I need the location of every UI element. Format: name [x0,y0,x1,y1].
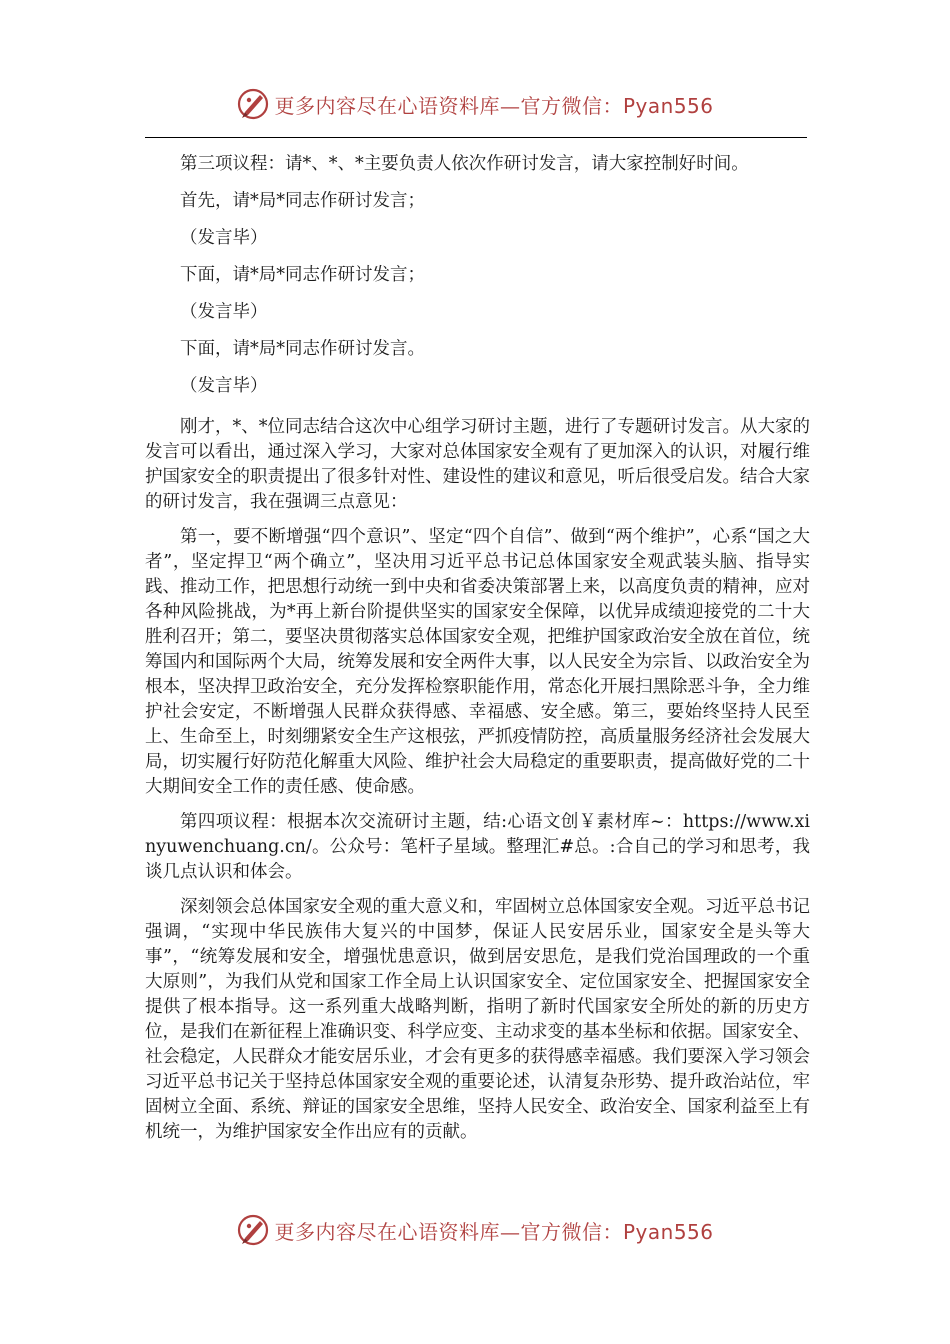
speech-intro-2: 下面，请*局*同志作研讨发言； [180,265,425,285]
speech-end-1: （发言毕） [180,228,268,248]
header-banner [0,84,950,124]
document-body [145,146,810,1145]
pen-seal-icon [236,87,270,121]
speech-end-2: （发言毕） [180,302,268,322]
footer-banner [0,1210,950,1250]
speech-end-3: （发言毕） [180,376,268,396]
summary-paragraph: 刚才，*、*位同志结合这次中心组学习研讨主题，进行了专题研讨发言。从大家的发言可以看出，通过深入学习，大家对总体国家安全观有了更加深入的认识，对履行维护国家安全的职责提出了很多针对性、建设性的建议和意见，听后很受启发。结合大家的研讨发言，我在强调三点意见： [145,417,810,512]
speech-intro-1: 首先，请*局*同志作研讨发言； [180,191,425,211]
banner-text: 更多内容尽在心语资料库—官方微信：Pyan556 [274,1219,714,1244]
three-points-paragraph: 第一，要不断增强“四个意识”、坚定“四个自信”、做到“两个维护”，心系“国之大者”，坚定捍卫“两个确立”，坚决用习近平总书记总体国家安全观武装头脑、指导实践、推动工作，把思想行动统一到中央和省委决策部署上来，以高度负责的精神，应对各种风险挑战，为*再上新台阶提供坚实的国家安全保障，以优异成绩迎接党的二十大胜利召开；第二，要坚决贯彻落实总体国家安全观，把维护国家政治安全放在首位，统筹国内和国际两个大局，统筹发展和安全两件大事，以人民安全为宗旨、以政治安全为根本，坚决捍卫政治安全，充分发挥检察职能作用，常态化开展扫黑除恶斗争，全力维护社会安定，不断增强人民群众获得感、幸福感、安全感。第三，要始终坚持人民至上、生命至上，时刻绷紧安全生产这根弦，严抓疫情防控，高质量服务经济社会发展大局，切实履行好防范化解重大风险、维护社会大局稳定的重要职责，提高做好党的二十大期间安全工作的责任感、使命感。 [145,527,810,797]
pen-seal-icon [236,1213,270,1247]
agenda-item-four: 第四项议程：根据本次交流研讨主题，结:心语文创￥素材库~：https://www.xinyuwenchuang.cn/。公众号：笔杆子星域。整理汇#总。:合自己的学习和思考，我谈几点认识和体会。 [145,812,810,882]
wechat-id: Pyan556 [622,93,714,118]
speech-intro-3: 下面，请*局*同志作研讨发言。 [180,339,425,359]
security-concept-paragraph: 深刻领会总体国家安全观的重大意义和，牢固树立总体国家安全观。习近平总书记强调，“实现中华民族伟大复兴的中国梦，保证人民安居乐业，国家安全是头等大事”，“统筹发展和安全，增强忧患意识，做到居安思危，是我们党治国理政的一个重大原则”，为我们从党和国家工作全局上认识国家安全、定位国家安全、把握国家安全提供了根本指导。这一系列重大战略判断，指明了新时代国家安全所处的新的历史方位，是我们在新征程上准确识变、科学应变、主动求变的基本坐标和依据。国家安全、社会稳定，人民群众才能安居乐业，才会有更多的获得感幸福感。我们要深入学习领会习近平总书记关于坚持总体国家安全观的重要论述，认清复杂形势、提升政治站位，牢固树立全面、系统、辩证的国家安全思维，坚持人民安全、政治安全、国家利益至上有机统一，为维护国家安全作出应有的贡献。 [145,897,810,1142]
agenda-item-three: 第三项议程：请*、*、*主要负责人依次作研讨发言，请大家控制好时间。 [180,154,749,174]
header-rule [145,137,807,138]
banner-text: 更多内容尽在心语资料库—官方微信：Pyan556 [274,93,714,118]
wechat-id: Pyan556 [622,1219,714,1244]
